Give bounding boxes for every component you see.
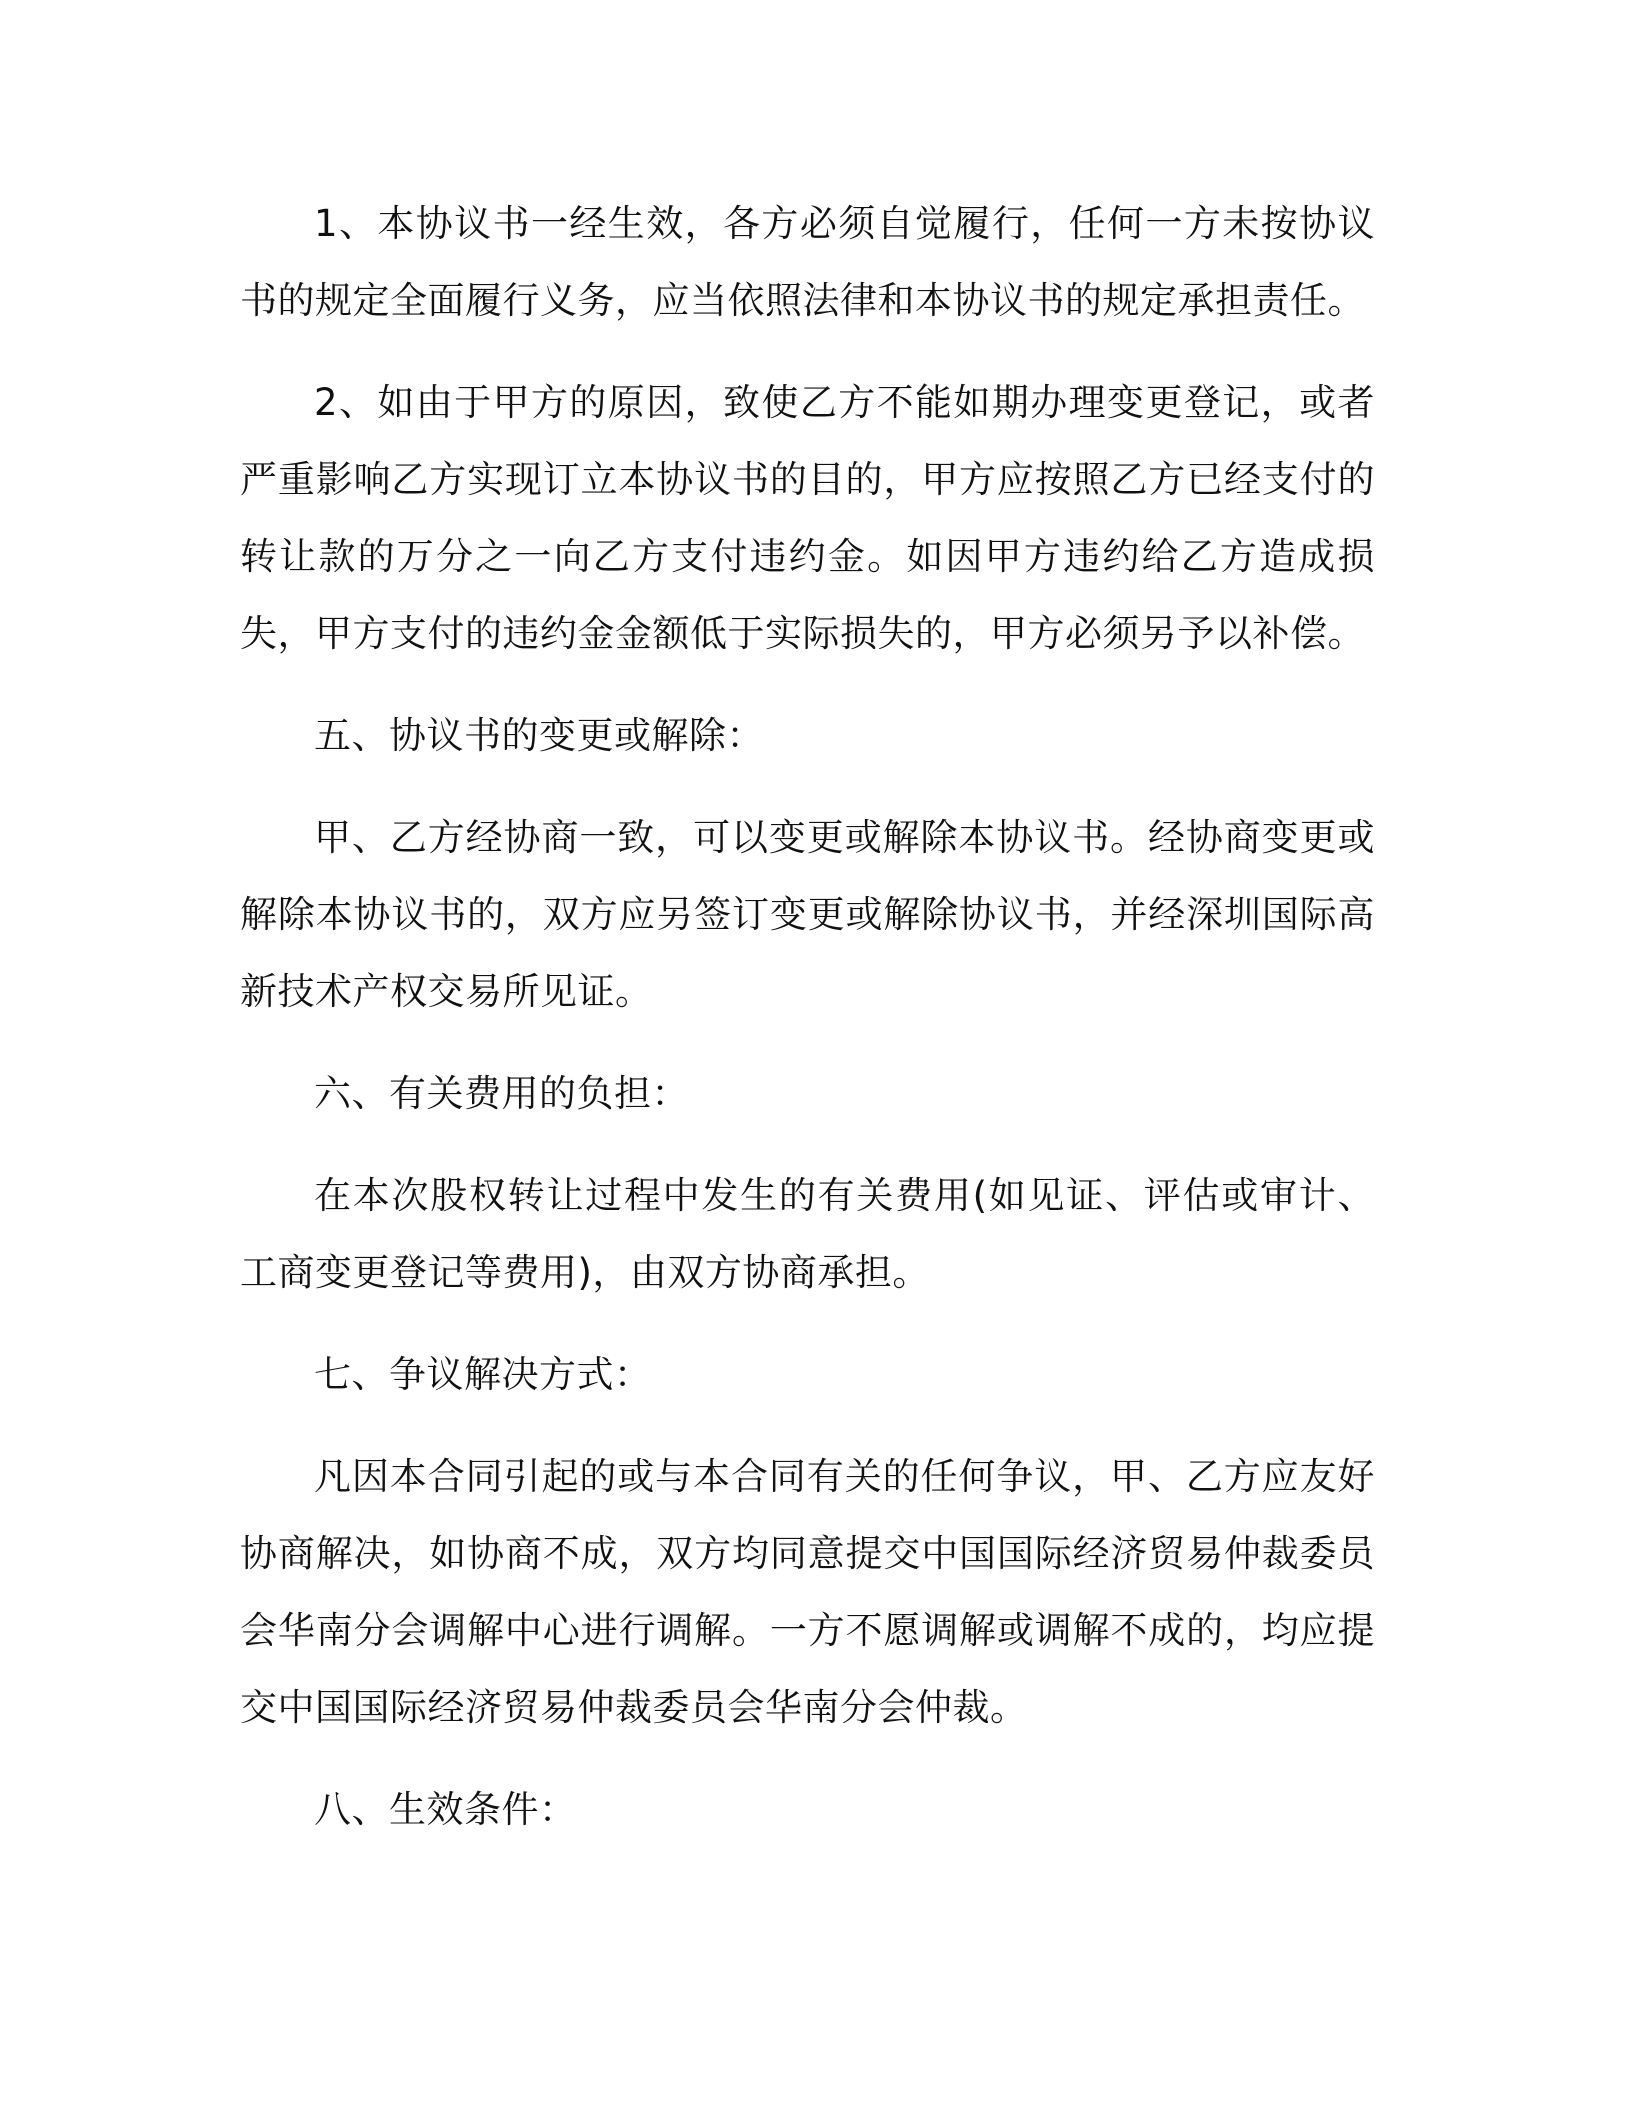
section-7-paragraph: 凡因本合同引起的或与本合同有关的任何争议，甲、乙方应友好协商解决，如协商不成，双方均同意提交中国国际经济贸易仲裁委员会华南分会调解中心进行调解。一方不愿调解或调解不成的，均应提交中国国际经济贸易仲裁委员会华南分会仲裁。 <box>240 1455 1375 1729</box>
section-5-paragraph: 甲、乙方经协商一致，可以变更或解除本协议书。经协商变更或解除本协议书的，双方应另签订变更或解除协议书，并经深圳国际高新技术产权交易所见证。 <box>240 816 1375 1013</box>
section-6-paragraph: 在本次股权转让过程中发生的有关费用(如见证、评估或审计、工商变更登记等费用)，由双方协商承担。 <box>240 1174 1375 1294</box>
clause-paragraph-1: 1、本协议书一经生效，各方必须自觉履行，任何一方未按协议书的规定全面履行义务，应当依照法律和本协议书的规定承担责任。 <box>240 202 1375 322</box>
section-heading-6: 六、有关费用的负担： <box>314 1072 689 1115</box>
clause-paragraph-2: 2、如由于甲方的原因，致使乙方不能如期办理变更登记，或者严重影响乙方实现订立本协议书的目的，甲方应按照乙方已经支付的转让款的万分之一向乙方支付违约金。如因甲方违约给乙方造成损失，甲方支付的违约金金额低于实际损失的，甲方必须另予以补偿。 <box>240 381 1375 655</box>
section-heading-7: 七、争议解决方式： <box>314 1353 652 1396</box>
section-heading-5: 五、协议书的变更或解除： <box>314 714 764 757</box>
document-page <box>240 185 1375 1848</box>
section-heading-8: 八、生效条件： <box>314 1788 577 1831</box>
